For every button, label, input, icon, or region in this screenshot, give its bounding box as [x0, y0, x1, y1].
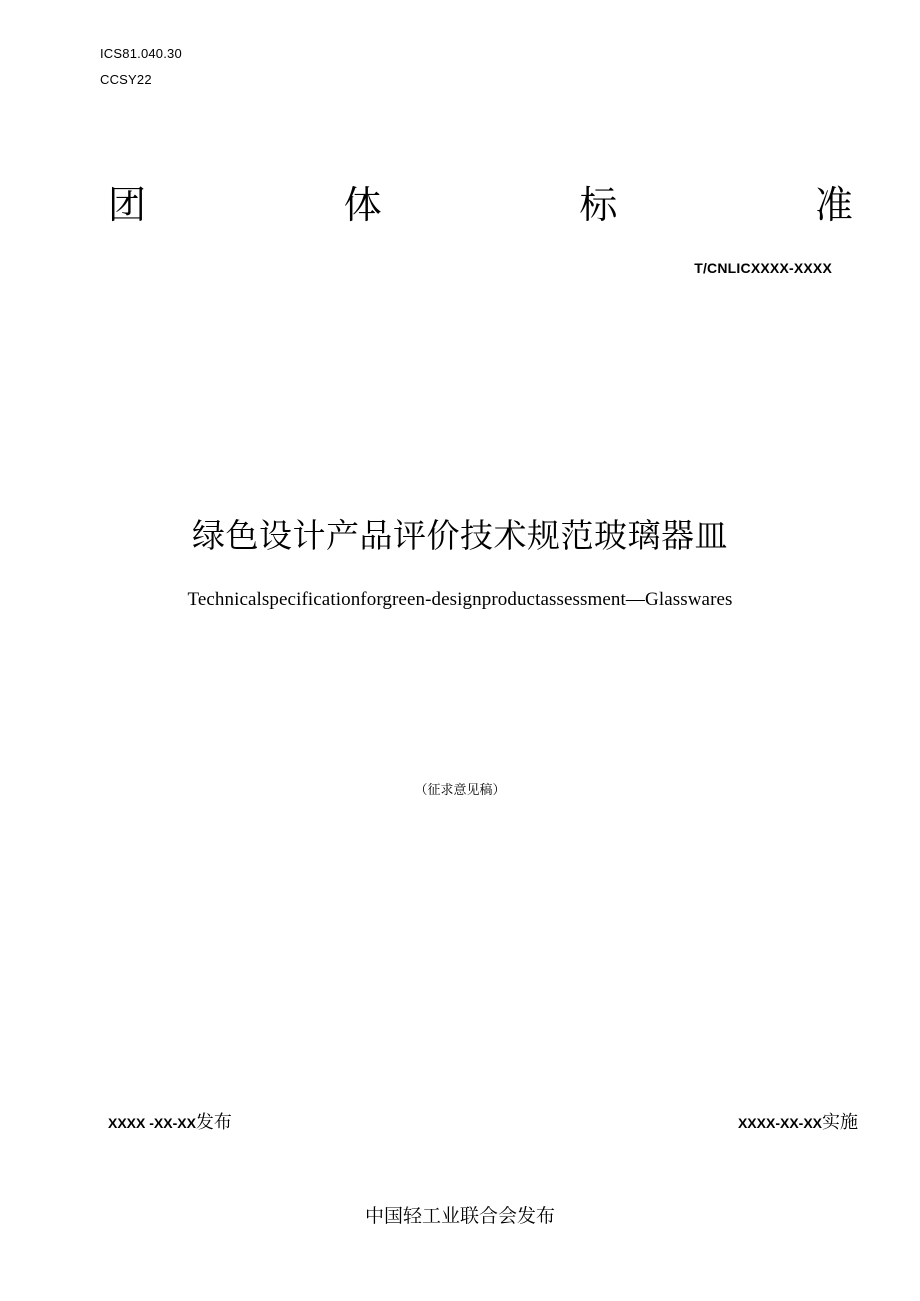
- implementation-label: 实施: [822, 1112, 858, 1133]
- ics-code: ICS81.040.30: [100, 46, 182, 61]
- standard-type-char: 团: [108, 183, 147, 227]
- implementation-date-line: [738, 1108, 858, 1134]
- document-title-chinese: 绿色设计产品评价技术规范玻璃器皿: [192, 516, 728, 555]
- ccs-code: CCSY22: [100, 72, 152, 87]
- implementation-date: XXXX-XX-XX: [737, 1115, 822, 1131]
- standard-type-heading: [108, 180, 853, 230]
- standard-type-char: 标: [579, 183, 618, 227]
- publisher: 中国轻工业联合会发布: [364, 1205, 555, 1227]
- issue-date: XXXX -XX-XX: [108, 1115, 196, 1131]
- standard-type-char: 体: [343, 183, 382, 227]
- issue-date-line: [108, 1108, 232, 1134]
- standard-number: T/CNLICXXXX-XXXX: [694, 260, 832, 276]
- issue-label: 发布: [195, 1112, 232, 1133]
- draft-status-note: （征求意见稿）: [414, 783, 506, 798]
- document-title-english: Technicalspecificationforgreen-designproductassessment—Glasswares: [187, 589, 733, 610]
- standard-type-char: 准: [814, 183, 853, 227]
